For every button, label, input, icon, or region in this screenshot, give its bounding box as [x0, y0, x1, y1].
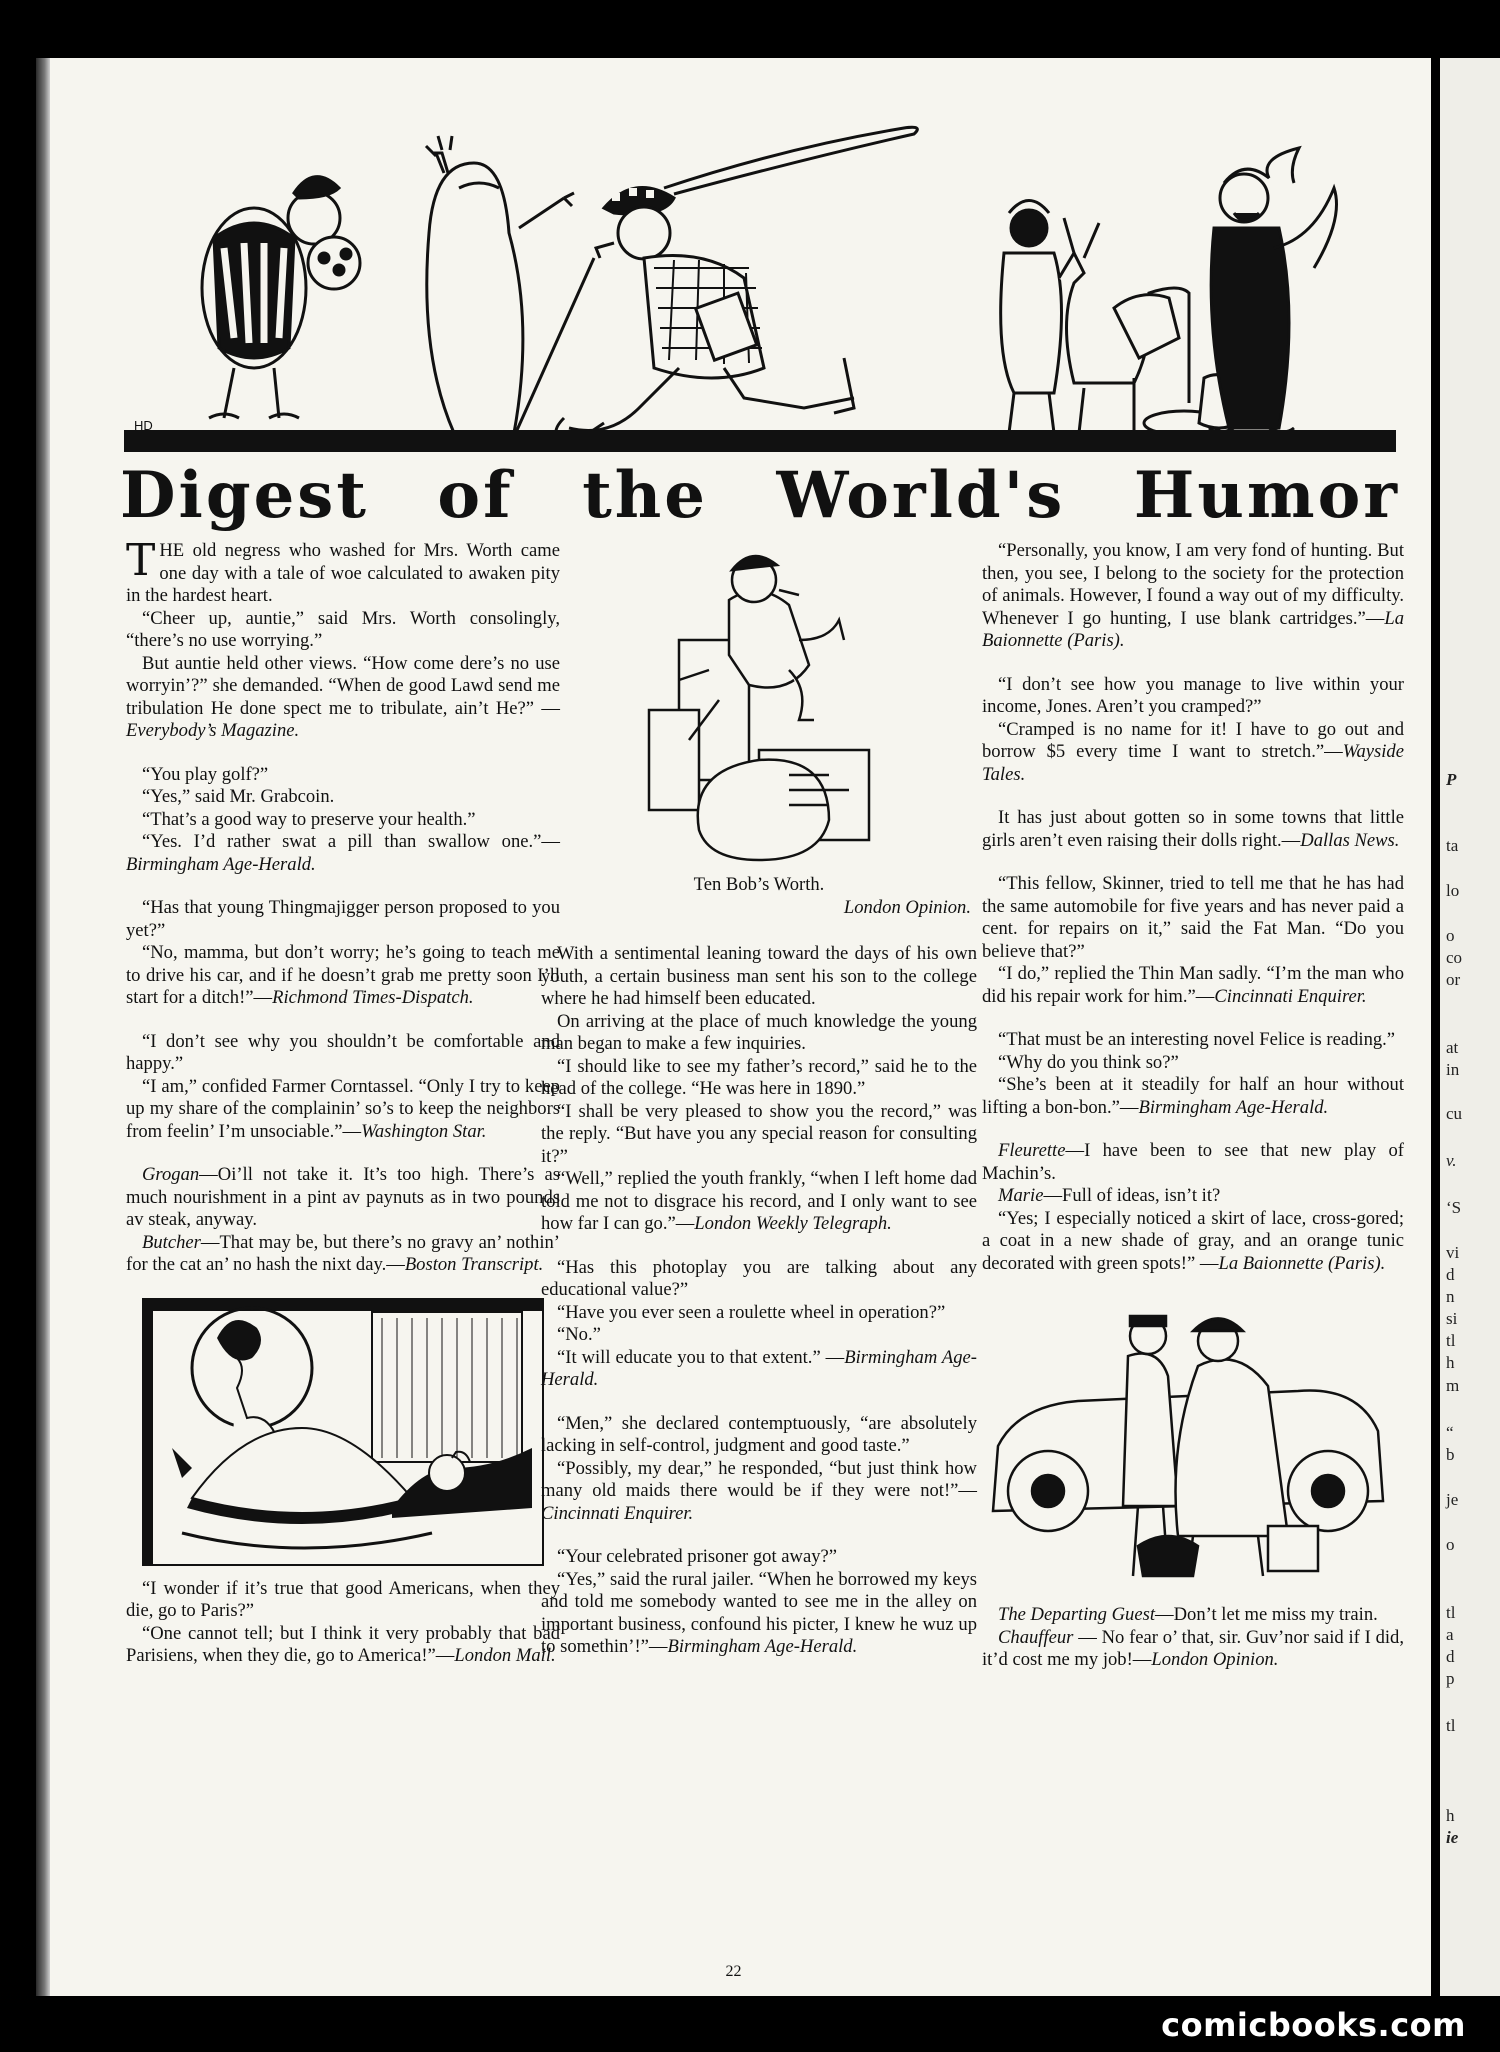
joke-source: Dallas News.: [1300, 829, 1400, 851]
joke-paragraph: “Your celebrated prisoner got away?”: [557, 1546, 838, 1567]
joke-item: [982, 873, 1404, 1008]
adjacent-page-edge: [1440, 58, 1500, 1996]
text-fragment: vi: [1446, 1243, 1460, 1262]
joke-item: [982, 1604, 1404, 1672]
joke-paragraph: “I do,” replied the Thin Man sadly. “I’m the man who did his repair work for him.”—Cincinnati Enquirer.: [982, 963, 1404, 1007]
joke-paragraph: “You play golf?”: [142, 763, 269, 785]
lady-and-gentleman-illustration: [142, 1298, 544, 1566]
joke-paragraph: “I don’t see how you manage to live within your income, Jones. Aren’t you cramped?”: [982, 673, 1404, 717]
robed-man-figure: [1209, 148, 1337, 432]
joke-source: Richmond Times-Dispatch.: [272, 987, 474, 1008]
speaker-name: The Departing Guest: [998, 1604, 1156, 1625]
text-fragment: b: [1446, 1445, 1455, 1464]
text-fragment: in: [1446, 1060, 1460, 1079]
bowing-turban-figure: [202, 177, 360, 418]
joke-source: London Weekly Telegraph.: [694, 1213, 892, 1234]
page-number: 22: [725, 1963, 742, 1980]
speaker-name: Chauffeur: [998, 1626, 1074, 1648]
joke-item: [126, 535, 560, 743]
joke-paragraph: On arriving at the place of much knowledge the young man began to make a few inquiries.: [541, 1010, 977, 1054]
joke-paragraph: “This fellow, Skinner, tried to tell me that he has had the same automobile for five years and has never paid a cent. for repairs on it,” said the Fat Man. “Do you believe that?”: [982, 873, 1404, 962]
joke-paragraph: Grogan—Oi’ll not take it. It’s too high. There’s as much nourishment in a pint av paynuts as in two pounds av steak, anyway.: [126, 1164, 560, 1230]
text-fragment: si: [1446, 1309, 1458, 1328]
joke-item: [982, 540, 1404, 653]
title-word: the: [582, 458, 708, 533]
joke-paragraph: Fleurette—I have been to see that new play of Machin’s.: [982, 1140, 1404, 1184]
joke-paragraph: “I don’t see why you shouldn’t be comfortable and happy.”: [126, 1030, 560, 1074]
speaker-name: Butcher: [142, 1231, 201, 1253]
joke-paragraph: Marie—Full of ideas, isn’t it?: [998, 1185, 1221, 1206]
joke-paragraph: “Has this photoplay you are talking about any educational value?”: [541, 1256, 977, 1300]
joke-paragraph: “Yes. I’d rather swat a pill than swallow one.”—Birmingham Age-Herald.: [126, 831, 560, 875]
joke-paragraph: With a sentimental leaning toward the days of his own youth, a certain business man sent his son to the college where he had himself been educated.: [541, 943, 977, 1009]
joke-source: Birmingham Age-Herald.: [541, 1346, 977, 1390]
text-fragment: ‘S: [1446, 1198, 1462, 1217]
joke-paragraph: “Cramped is no name for it! I have to go out and borrow $5 every time I want to stretch.”—Wayside Tales.: [982, 718, 1404, 785]
speaker-name: Grogan: [142, 1164, 200, 1185]
joke-paragraph: “That must be an interesting novel Felice is reading.”: [998, 1029, 1396, 1050]
joke-item: [126, 1578, 560, 1668]
joke-item: [541, 1413, 977, 1526]
text-fragment: tl: [1446, 1331, 1456, 1350]
text-fragment: n: [1446, 1287, 1455, 1306]
joke-paragraph: “Have you ever seen a roulette wheel in operation?”: [557, 1301, 946, 1323]
joke-source: Birmingham Age-Herald.: [126, 853, 316, 875]
joke-paragraph: “Cheer up, auntie,” said Mrs. Worth consolingly, “there’s no use worrying.”: [126, 607, 560, 651]
page-spine-shadow: [36, 58, 50, 1996]
text-fragment: tl: [1446, 1716, 1456, 1735]
joke-source: Everybody’s Magazine.: [126, 720, 300, 741]
text-fragment: ta: [1446, 836, 1459, 855]
joke-item: [982, 1140, 1404, 1275]
column-left: [126, 535, 560, 1689]
joke-paragraph: “Has that young Thingmajigger person proposed to you yet?”: [126, 897, 560, 941]
text-fragment: o: [1446, 1535, 1455, 1554]
man-with-donkey-figure: [1001, 201, 1239, 436]
joke-paragraph: “She’s been at it steadily for half an hour without lifting a bon-bon.”—Birmingham Age-Herald.: [982, 1074, 1404, 1118]
joke-item: [541, 1546, 977, 1659]
column-right: [982, 540, 1404, 1693]
speaker-name: Fleurette: [998, 1140, 1066, 1161]
text-fragment: “: [1446, 1423, 1454, 1442]
joke-source: London Opinion.: [1151, 1649, 1279, 1670]
joke-source: Birmingham Age-Herald.: [667, 1636, 858, 1657]
text-fragment: co: [1446, 948, 1463, 967]
text-fragment: v.: [1446, 1151, 1457, 1170]
joke-paragraph: “Personally, you know, I am very fond of hunting. But then, you see, I belong to the society for the protection of animals. However, I found a way out of my difficulty. Whenever I go hunting, I use blank cartridges.”—La Baionnette (Paris).: [982, 540, 1404, 651]
text-fragment: m: [1446, 1376, 1460, 1395]
joke-paragraph: The Departing Guest—Don’t let me miss my train.: [998, 1604, 1378, 1625]
joke-paragraph: Butcher—That may be, but there’s no gravy an’ nothin’ for the cat an’ no hash the nixt day.—Boston Transcript.: [126, 1231, 560, 1275]
joke-item: [982, 1029, 1404, 1119]
joke-paragraph: “Yes,” said Mr. Grabcoin.: [142, 786, 335, 807]
joke-paragraph: “Men,” she declared contemptuously, “are absolutely lacking in self-control, judgment and good taste.”: [541, 1412, 977, 1456]
artist-signature: HD: [134, 418, 153, 433]
title-word: Digest: [120, 458, 369, 533]
joke-paragraph: But auntie held other views. “How come dere’s no use worryin’?” she demanded. “When de good Lawd send me tribulation He done spect me to tribulate, ain’t He?” — Everybody’s Magazine.: [126, 652, 560, 741]
speaker-name: Marie: [998, 1185, 1044, 1206]
veiled-woman-figure: [426, 136, 574, 438]
joke-source: La Baionnette (Paris).: [1218, 1252, 1386, 1274]
title-word: World's: [776, 458, 1066, 533]
text-fragment: ie: [1446, 1828, 1459, 1847]
text-fragment: lo: [1446, 881, 1460, 900]
joke-paragraph: “Well,” replied the youth frankly, “when I left home dad told me not to disgrace his record, and I only want to see how far I can go.”—London Weekly Telegraph.: [541, 1168, 977, 1234]
drop-cap: T: [126, 535, 156, 586]
title-word: of: [437, 458, 514, 533]
joke-item: [982, 807, 1404, 852]
caption-title: Ten Bob’s Worth.: [693, 874, 825, 895]
joke-paragraph: “Possibly, my dear,” he responded, “but just think how many old maids there would be if they were not!”—Cincinnati Enquirer.: [541, 1457, 977, 1524]
text-fragment: p: [1446, 1669, 1455, 1688]
illustration-caption: [541, 874, 977, 919]
joke-paragraph: “No.”: [557, 1324, 601, 1345]
column-middle: [541, 540, 977, 1680]
joke-source: Cincinnati Enquirer.: [1214, 985, 1367, 1007]
text-fragment: or: [1446, 970, 1461, 989]
joke-item: [126, 1164, 560, 1277]
text-fragment: je: [1446, 1490, 1459, 1509]
joke-paragraph: “I am,” confided Farmer Corntassel. “Only I try to keep up my share of the complainin’ so’s to keep the neighbors from feelin’ I’m unsociable.”—Washington Star.: [126, 1075, 560, 1142]
caption-source: London Opinion.: [843, 896, 971, 918]
page-title: [120, 456, 1400, 536]
joke-paragraph: “I wonder if it’s true that good Americans, when they die, go to Paris?”: [126, 1577, 560, 1621]
joke-paragraph: “Why do you think so?”: [998, 1051, 1179, 1073]
title-word: Humor: [1133, 458, 1400, 533]
site-watermark: comicbooks.com: [1161, 2006, 1466, 2044]
text-fragment: h: [1446, 1806, 1455, 1825]
text-fragment: o: [1446, 926, 1455, 945]
joke-paragraph: “It will educate you to that extent.” —Birmingham Age-Herald.: [541, 1346, 977, 1390]
joke-item: [126, 764, 560, 877]
text-fragment: d: [1446, 1647, 1455, 1666]
joke-paragraph: “One cannot tell; but I think it very probably that bad Parisiens, when they die, go to America!”—London Mail.: [126, 1622, 560, 1666]
joke-source: London Mail.: [454, 1645, 556, 1666]
joke-item: [982, 674, 1404, 787]
joke-source: La Baionnette (Paris).: [982, 607, 1404, 651]
joke-source: Washington Star.: [361, 1120, 487, 1142]
joke-source: Boston Transcript.: [404, 1254, 544, 1275]
joke-paragraph: “That’s a good way to preserve your health.”: [142, 808, 476, 830]
joke-paragraph: Chauffeur — No fear o’ that, sir. Guv’nor said if I did, it’d cost me my job!—London Opinion.: [982, 1626, 1404, 1670]
joke-paragraph: “Yes; I especially noticed a skirt of lace, cross-gored; a coat in a new shade of gray, and an orange tunic decorated with green spots!” —La Baionnette (Paris).: [982, 1207, 1404, 1274]
traveler-on-luggage-illustration: [639, 540, 879, 862]
text-fragment: d: [1446, 1265, 1455, 1284]
joke-item: [541, 1257, 977, 1392]
text-fragment: a: [1446, 1625, 1454, 1644]
joke-source: Wayside Tales.: [982, 741, 1404, 785]
tourist-running-figure: [509, 127, 917, 448]
chauffeur-and-car-illustration: [988, 1296, 1398, 1592]
joke-source: Birmingham Age-Herald.: [1138, 1096, 1329, 1118]
joke-paragraph: It has just about gotten so in some towns that little girls aren’t even raising their dolls right.—Dallas News.: [982, 807, 1404, 851]
joke-item: [541, 943, 977, 1236]
text-fragment: P: [1446, 770, 1457, 789]
joke-paragraph: “I shall be very pleased to show you the record,” was the reply. “But have you any special reason for consulting it?”: [541, 1100, 977, 1167]
joke-paragraph: “I should like to see my father’s record,” said he to the head of the college. “He was here in 1890.”: [541, 1055, 977, 1099]
joke-item: [126, 1031, 560, 1144]
joke-paragraph: HE old negress who washed for Mrs. Worth came one day with a tale of woe calculated to awaken pity in the hardest heart.: [126, 540, 560, 606]
text-fragment: at: [1446, 1038, 1459, 1057]
banner-illustration: [124, 78, 1396, 460]
text-fragment: tl: [1446, 1603, 1456, 1622]
joke-item: [126, 897, 560, 1010]
magazine-page: [36, 58, 1431, 1996]
text-fragment: h: [1446, 1353, 1455, 1372]
text-fragment: cu: [1446, 1104, 1463, 1123]
joke-source: Cincinnati Enquirer.: [541, 1502, 694, 1524]
joke-paragraph: “No, mamma, but don’t worry; he’s going to teach me to drive his car, and if he doesn’t grab me pretty soon I’ll start for a ditch!”—Richmond Times-Dispatch.: [126, 942, 560, 1008]
joke-paragraph: “Yes,” said the rural jailer. “When he borrowed my keys and told me somebody wanted to see me in the alley on important business, confound his picter, I knew he wuz up to somethin’!”—Birmingham Age-Herald.: [541, 1568, 977, 1657]
